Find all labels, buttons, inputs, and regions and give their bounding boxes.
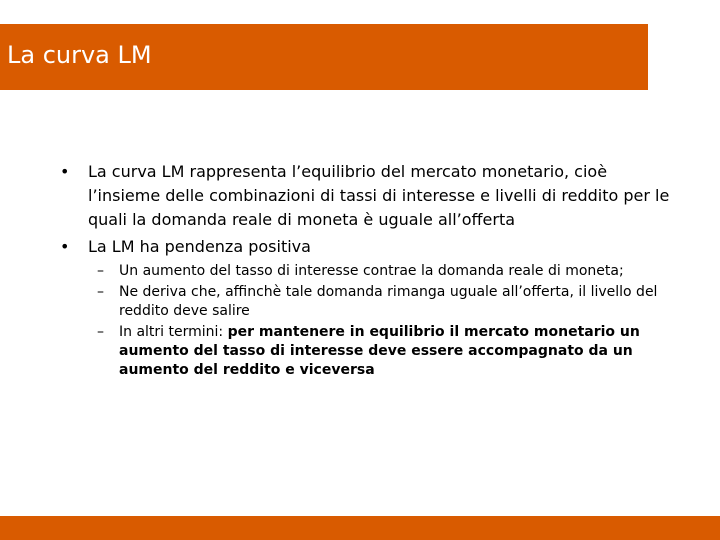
sub-text: Ne deriva che, affinchè tale domanda rimanga uguale all’offerta, il livello del reddito deve salire: [119, 284, 658, 319]
slide-content: [60, 160, 670, 382]
bullet-marker: •: [60, 162, 70, 181]
sub-marker: –: [97, 324, 104, 340]
bullet-text: La curva LM rappresenta l’equilibrio del mercato monetario, cioè l’insieme delle combinazioni di tassi di interesse e livelli di reddito per le quali la domanda reale di moneta è uguale all’offerta: [88, 162, 670, 229]
sub-text: Un aumento del tasso di interesse contrae la domanda reale di moneta;: [119, 263, 624, 279]
bullet-marker: •: [60, 237, 70, 256]
sub-marker: –: [97, 263, 104, 279]
sub-emphasis-text: per mantenere in equilibrio il mercato monetario un aumento del tasso di interesse deve essere accompagnato da un aumento del reddito e viceversa: [119, 324, 640, 378]
bottom-bar: [0, 516, 720, 540]
sub-item: [97, 323, 659, 380]
sub-item: [97, 283, 659, 321]
bullet-item: [60, 160, 670, 232]
bullet-text: La LM ha pendenza positiva: [88, 237, 311, 256]
sub-marker: –: [97, 284, 104, 300]
sub-lead-text: In altri termini:: [119, 324, 228, 340]
sub-list: [97, 262, 670, 380]
slide-title: La curva LM: [7, 41, 152, 69]
sub-item: [97, 262, 659, 281]
bullet-item: [60, 235, 670, 259]
